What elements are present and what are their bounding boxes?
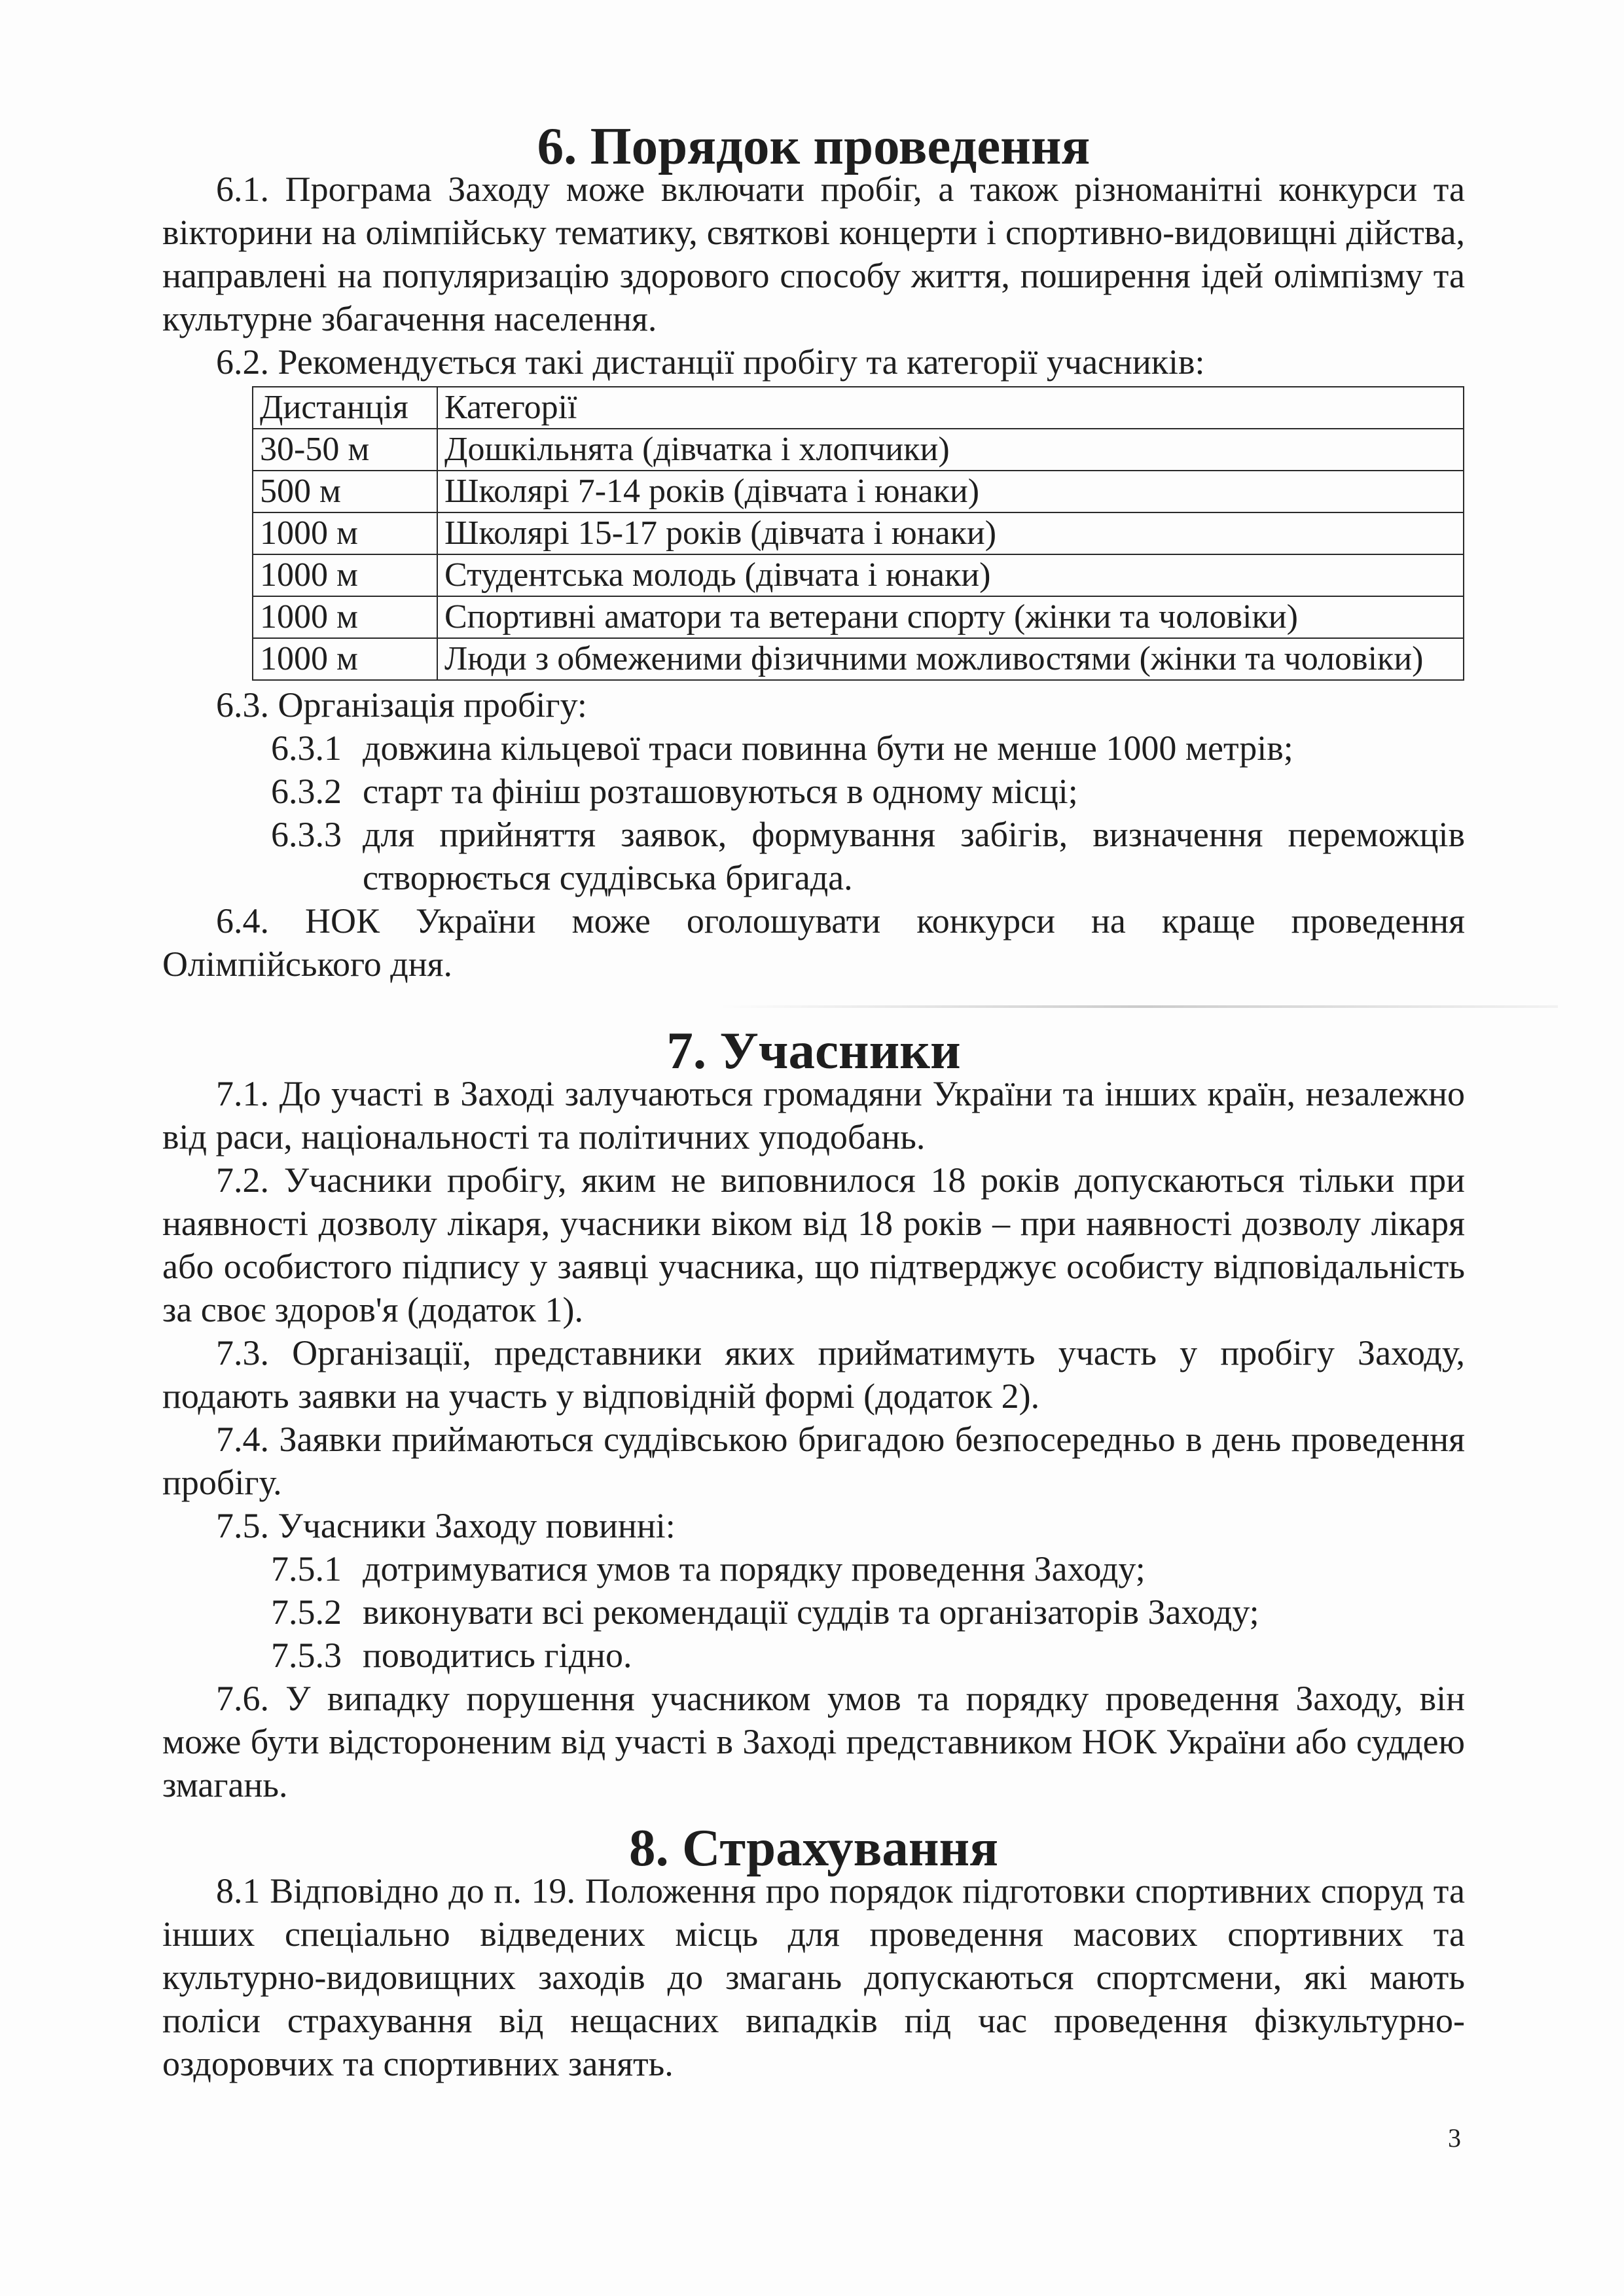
cell-category: Дошкільнята (дівчатка і хлопчики) — [437, 429, 1464, 471]
paragraph-7-1: 7.1. До участі в Заході залучаються громадяни України та інших країн, незалежно від раси, національності та політичних уподобань. — [162, 1074, 1465, 1157]
cell-distance: 1000 м — [253, 638, 437, 680]
table-row — [253, 429, 1464, 471]
list-item-7-5-2 — [162, 1590, 1465, 1634]
item-text: старт та фініш розташовуються в одному місці; — [363, 772, 1078, 811]
item-text: поводитись гідно. — [363, 1636, 632, 1675]
paragraph-6-1: 6.1. Програма Заходу може включати пробіг, а також різноманітні конкурси та вікторини на олімпійську тематику, святкові концерти і спортивно-видовищні дійства, направлені на популяризацію здорового способу життя, поширення ідей олімпізму та культурне збагачення населення. — [162, 170, 1465, 338]
paragraph-6-4: 6.4. НОК України може оголошувати конкурси на краще проведення Олімпійського дня. — [162, 901, 1465, 984]
item-text: для прийняття заявок, формування забігів, визначення переможців створюється суддівська бригада. — [363, 815, 1465, 897]
cell-category: Школярі 15-17 років (дівчата і юнаки) — [437, 512, 1464, 554]
item-number: 7.5.2 — [271, 1592, 342, 1632]
list-item-6-3-3 — [162, 813, 1465, 899]
cell-category: Школярі 7-14 років (дівчата і юнаки) — [437, 471, 1464, 512]
item-text: довжина кільцевої траси повинна бути не менше 1000 метрів; — [363, 728, 1293, 768]
paragraph-7-4: 7.4. Заявки приймаються суддівською бригадою безпосередньо в день проведення пробігу. — [162, 1420, 1465, 1502]
paragraph-7-3: 7.3. Організації, представники яких прийматимуть участь у пробігу Заходу, подають заявки на участь у відповідній формі (додаток 2). — [162, 1333, 1465, 1416]
document-page — [162, 117, 1465, 2085]
section-7-title: 7. Учасники — [666, 1021, 961, 1080]
cell-category: Люди з обмеженими фізичними можливостями (жінки та чоловіки) — [437, 638, 1464, 680]
header-category: Категорії — [437, 387, 1464, 429]
paragraph-7-2: 7.2. Учасники пробігу, яким не виповнилося 18 років допускаються тільки при наявності дозволу лікаря, учасники віком від 18 років – при наявності дозволу лікаря або особистого підпису у заявці учасника, що підтверджує особисту відповідальність за своє здоров'я (додаток 1). — [162, 1160, 1465, 1329]
item-number: 7.5.1 — [271, 1549, 342, 1588]
cell-category: Студентська молодь (дівчата і юнаки) — [437, 554, 1464, 596]
cell-distance: 30-50 м — [253, 429, 437, 471]
paragraph-6-3: 6.3. Організація пробігу: — [216, 685, 587, 725]
item-number: 6.3.2 — [271, 772, 342, 811]
list-item-7-5-1 — [162, 1547, 1465, 1590]
table-header-row — [253, 387, 1464, 429]
table-row — [253, 554, 1464, 596]
item-number: 6.3.1 — [271, 728, 342, 768]
list-item-7-5-3 — [162, 1634, 1465, 1677]
item-text: виконувати всі рекомендації суддів та організаторів Заходу; — [363, 1592, 1259, 1632]
table-row — [253, 638, 1464, 680]
item-text: дотримуватися умов та порядку проведення Заходу; — [363, 1549, 1146, 1588]
table-row — [253, 512, 1464, 554]
table-row — [253, 596, 1464, 638]
list-item-6-3-2 — [162, 770, 1465, 813]
paragraph-7-5: 7.5. Учасники Заходу повинні: — [216, 1506, 676, 1545]
paragraph-8-1: 8.1 Відповідно до п. 19. Положення про порядок підготовки спортивних споруд та інших спеціально відведених місць для проведення масових спортивних та культурно-видовищних заходів до змагань допускаються спортсмени, які мають поліси страхування від нещасних випадків під час проведення фізкультурно-оздоровчих та спортивних занять. — [162, 1871, 1465, 2083]
cell-distance: 1000 м — [253, 512, 437, 554]
table-row — [253, 471, 1464, 512]
cell-distance: 500 м — [253, 471, 437, 512]
cell-distance: 1000 м — [253, 554, 437, 596]
item-number: 6.3.3 — [271, 815, 342, 854]
cell-distance: 1000 м — [253, 596, 437, 638]
paragraph-6-2: 6.2. Рекомендується такі дистанції пробігу та категорії учасників: — [216, 342, 1205, 382]
item-number: 7.5.3 — [271, 1636, 342, 1675]
paragraph-7-6: 7.6. У випадку порушення учасником умов та порядку проведення Заходу, він може бути відстороненим від участі в Заході представником НОК України або суддею змагань. — [162, 1679, 1465, 1804]
distance-category-table — [252, 386, 1464, 681]
header-distance: Дистанція — [253, 387, 437, 429]
list-item-6-3-1 — [162, 726, 1465, 770]
section-8-title: 8. Страхування — [628, 1818, 999, 1877]
cell-category: Спортивні аматори та ветерани спорту (жінки та чоловіки) — [437, 596, 1464, 638]
page-number: 3 — [1448, 2123, 1461, 2153]
section-6-title: 6. Порядок проведення — [537, 117, 1091, 175]
